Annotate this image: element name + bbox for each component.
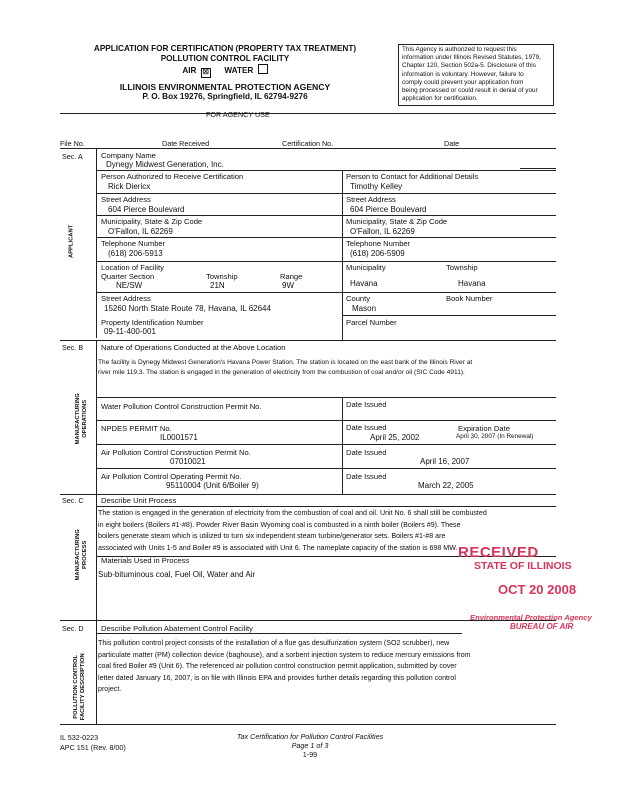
township: 21N xyxy=(210,281,225,290)
certification-no-label: Certification No. xyxy=(282,139,334,148)
pin-label: Property Identification Number xyxy=(101,318,204,327)
quarter: NE/SW xyxy=(116,281,143,290)
person-contact: Timothy Kelley xyxy=(350,182,403,191)
notice-line: comply could prevent your application from xyxy=(402,78,524,86)
stamp-date: OCT 20 2008 xyxy=(498,582,577,597)
air-checkbox[interactable]: ☒ xyxy=(202,69,209,76)
water-date-label: Date Issued xyxy=(346,400,387,409)
muni1-label: Municipality, State & Zip Code xyxy=(101,217,203,226)
stamp-agency: Environmental Protection Agency xyxy=(470,613,592,622)
divider xyxy=(342,397,343,494)
location-label: Location of Facility xyxy=(101,263,164,272)
agency-address: P. O. Box 19276, Springfield, IL 62794-9276 xyxy=(142,92,308,101)
date-label: Date xyxy=(444,139,460,148)
npdes-date: April 25, 2002 xyxy=(370,433,420,442)
divider xyxy=(96,633,462,634)
sec-b-label: Sec. B xyxy=(62,343,84,352)
sec-c-label: Sec. C xyxy=(62,496,84,505)
notice-line: Chapter 120, Section 502a-5. Disclosure of this xyxy=(402,62,536,70)
sec-a-side-label: APPLICANT xyxy=(68,224,75,258)
sec-d-side-line: FACILITY DESCRIPTION xyxy=(80,653,86,721)
parcel-label: Parcel Number xyxy=(346,318,397,327)
divider xyxy=(96,620,97,724)
township2: Havana xyxy=(458,279,486,288)
agency-use-heading: FOR AGENCY USE xyxy=(206,110,270,119)
divider xyxy=(96,292,556,293)
phone1: (618) 206-5913 xyxy=(108,249,163,258)
sec-d-label: Sec. D xyxy=(62,624,84,633)
sec-b-side-line: MANUFACTURING xyxy=(75,393,82,445)
company-name-label: Company Name xyxy=(101,151,156,160)
divider xyxy=(60,113,556,114)
air-label: AIR xyxy=(182,66,197,75)
divider xyxy=(520,168,556,169)
air-water-row xyxy=(80,64,370,78)
nature-text xyxy=(98,358,554,378)
npdes-no: IL0001571 xyxy=(160,433,198,442)
air-const-date: April 16, 2007 xyxy=(420,457,470,466)
notice-line: being processed or could result in denial of your xyxy=(402,87,538,95)
footer-code2: 1-99 xyxy=(302,750,318,759)
municipality: Havana xyxy=(350,279,378,288)
person-cert: Rick Diericx xyxy=(108,182,151,191)
agency-name: ILLINOIS ENVIRONMENTAL PROTECTION AGENCY xyxy=(119,82,331,92)
sec-d-side-label xyxy=(73,637,87,737)
sec-b-side-label xyxy=(75,379,89,459)
divider xyxy=(96,468,556,469)
facility-description-line: particulate matter (PM) collection device (baghouse), and a sorbent injection system to reduce mercury emissions from xyxy=(98,650,471,659)
unit-process-line: The station is engaged in the generation of electricity from the combustion of coal and oil. Unit No. 6 shall still be combusted xyxy=(98,509,487,517)
muni1: O'Fallon, IL 62269 xyxy=(108,227,173,236)
unit-process-line: in eight boilers (Boilers #1-#8). Powder River Basin Wyoming coal is combusted in a ninth boiler (Boilers #9). These xyxy=(98,520,461,529)
quarter-label: Quarter Section xyxy=(101,272,155,281)
air-oper-label: Air Pollution Control Operating Permit No. xyxy=(101,472,242,481)
unit-process-line: boilers generate steam which is utilized to turn six independent steam turbine/generator sets. Boilers #1-#8 are xyxy=(98,532,446,540)
phone1-label: Telephone Number xyxy=(101,239,166,248)
divider xyxy=(96,237,556,238)
received-stamp: RECEIVED xyxy=(458,544,539,561)
divider xyxy=(96,494,97,620)
stamp-bureau: BUREAU OF AIR xyxy=(510,622,574,631)
sec-b-side-line: OPERATIONS xyxy=(82,399,88,438)
notice-line: application for certification. xyxy=(402,95,478,103)
divider xyxy=(60,724,556,725)
street1: 604 Pierce Boulevard xyxy=(108,205,185,214)
expiration-date: April 30, 2007 (In Renewal) xyxy=(456,433,534,440)
range: 9W xyxy=(282,281,294,290)
person-contact-label: Person to Contact for Additional Details xyxy=(346,172,479,181)
divider xyxy=(96,193,556,194)
sec-d-side-line: POLLUTION CONTROL xyxy=(73,654,80,719)
stamp-state: STATE OF ILLINOIS xyxy=(474,560,572,572)
company-name: Dynegy Midwest Generation, Inc. xyxy=(106,160,224,169)
nature-line: river mile 119.3. The station is engaged in the generation of electricity from the combustion of coal and/or oil (SIC Code 4911). xyxy=(98,369,465,376)
facility-description-text xyxy=(98,638,554,696)
sec-a-label: Sec. A xyxy=(62,152,83,161)
notice-line: information under Illinois Revised Statutes, 1979, xyxy=(402,54,541,62)
nature-label: Nature of Operations Conducted at the Above Location xyxy=(101,343,286,352)
describe-unit-label: Describe Unit Process xyxy=(101,496,177,505)
notice-box xyxy=(398,44,554,106)
divider xyxy=(96,420,556,421)
expiration-label: Expiration Date xyxy=(458,424,510,433)
air-const-label: Air Pollution Control Construction Permit No. xyxy=(101,448,251,457)
facility-street: 15260 North State Route 78, Havana, IL 62644 xyxy=(104,304,271,313)
divider xyxy=(60,340,556,341)
npdes-date-label: Date Issued xyxy=(346,423,387,432)
divider xyxy=(342,315,556,316)
nature-line: The facility is Dynegy Midwest Generation's Havana Power Station. The station is located on the east bank of the Illinois River at xyxy=(98,359,473,366)
air-const-date-label: Date Issued xyxy=(346,448,387,457)
npdes-label: NPDES PERMIT No. xyxy=(101,424,172,433)
air-oper-date-label: Date Issued xyxy=(346,472,387,481)
divider xyxy=(96,261,556,262)
divider xyxy=(96,506,556,507)
facility-description-line: This pollution control project consists of the installation of a flue gas desulfurization system (SO2 scrubber), new xyxy=(98,639,450,647)
footer-title: Tax Certification for Pollution Control Facilities xyxy=(236,732,384,741)
person-cert-label: Person Authorized to Receive Certification xyxy=(101,172,244,181)
file-no-label: File No. xyxy=(60,139,85,148)
divider xyxy=(60,494,556,495)
phone2: (618) 206-5909 xyxy=(350,249,405,258)
notice-line: This Agency is authorized to request this xyxy=(402,46,517,53)
divider xyxy=(96,170,556,171)
sec-c-side-label xyxy=(75,515,89,595)
range-label: Range xyxy=(280,272,303,281)
county-label: County xyxy=(346,294,371,303)
form-title: APPLICATION FOR CERTIFICATION (PROPERTY TAX TREATMENT) xyxy=(93,44,357,53)
divider xyxy=(96,215,556,216)
footer-code: IL 532-0223 xyxy=(60,733,99,742)
footer-page: Page 1 of 3 xyxy=(291,741,329,750)
township2-label: Township xyxy=(446,263,478,272)
street1-label: Street Address xyxy=(101,195,151,204)
air-const-no: 07010021 xyxy=(170,457,206,466)
county: Mason xyxy=(352,304,377,313)
form-subtitle: POLLUTION CONTROL FACILITY xyxy=(160,54,290,63)
notice-line: information is voluntary. However, failure to xyxy=(402,70,524,78)
divider xyxy=(60,148,556,149)
unit-process-line: associated with Units 1-5 and Boiler #9 is associated with Unit 6. The nameplate capacity of the station is 698 MW. xyxy=(98,543,458,552)
pin: 09-11-400-001 xyxy=(104,327,156,336)
air-oper-no: 95110004 (Unit 6/Boiler 9) xyxy=(166,481,259,490)
describe-facility-label: Describe Pollution Abatement Control Facility xyxy=(101,624,253,633)
materials: Sub-bituminous coal, Fuel Oil, Water and Air xyxy=(98,570,256,579)
water-permit-label: Water Pollution Control Construction Permit No. xyxy=(101,402,262,411)
facility-description-line: letter dated January 16, 2007, is on file with Illinois EPA and provides further details regarding this pollution control xyxy=(98,673,456,682)
divider xyxy=(96,397,556,398)
township-label: Township xyxy=(206,272,238,281)
divider xyxy=(96,444,556,445)
sec-c-side-line: MANUFACTURING xyxy=(75,529,82,581)
divider xyxy=(96,148,97,338)
air-oper-date: March 22, 2005 xyxy=(418,481,474,490)
muni2-label: Municipality, State & Zip Code xyxy=(346,217,448,226)
date-received-label: Date Received xyxy=(162,139,210,148)
municipality-label: Municipality xyxy=(346,263,386,272)
muni2: O'Fallon, IL 62269 xyxy=(350,227,415,236)
street2-label: Street Address xyxy=(346,195,396,204)
phone2-label: Telephone Number xyxy=(346,239,411,248)
water-checkbox[interactable] xyxy=(258,64,268,74)
facility-description-line: project. xyxy=(98,685,122,693)
book-label: Book Number xyxy=(446,294,493,303)
sec-c-side-line: PROCESS xyxy=(82,540,88,569)
footer-form: APC 151 (Rev. 8/00) xyxy=(60,743,126,752)
street2: 604 Pierce Boulevard xyxy=(350,205,427,214)
facility-street-label: Street Address xyxy=(101,294,151,303)
water-label: WATER xyxy=(224,66,254,75)
divider xyxy=(96,340,97,494)
materials-label: Materials Used in Process xyxy=(101,556,190,565)
facility-description-line: coal fired Boiler #9 (Unit 6). The referenced air pollution control construction permit application, submitted by cover xyxy=(98,662,457,670)
